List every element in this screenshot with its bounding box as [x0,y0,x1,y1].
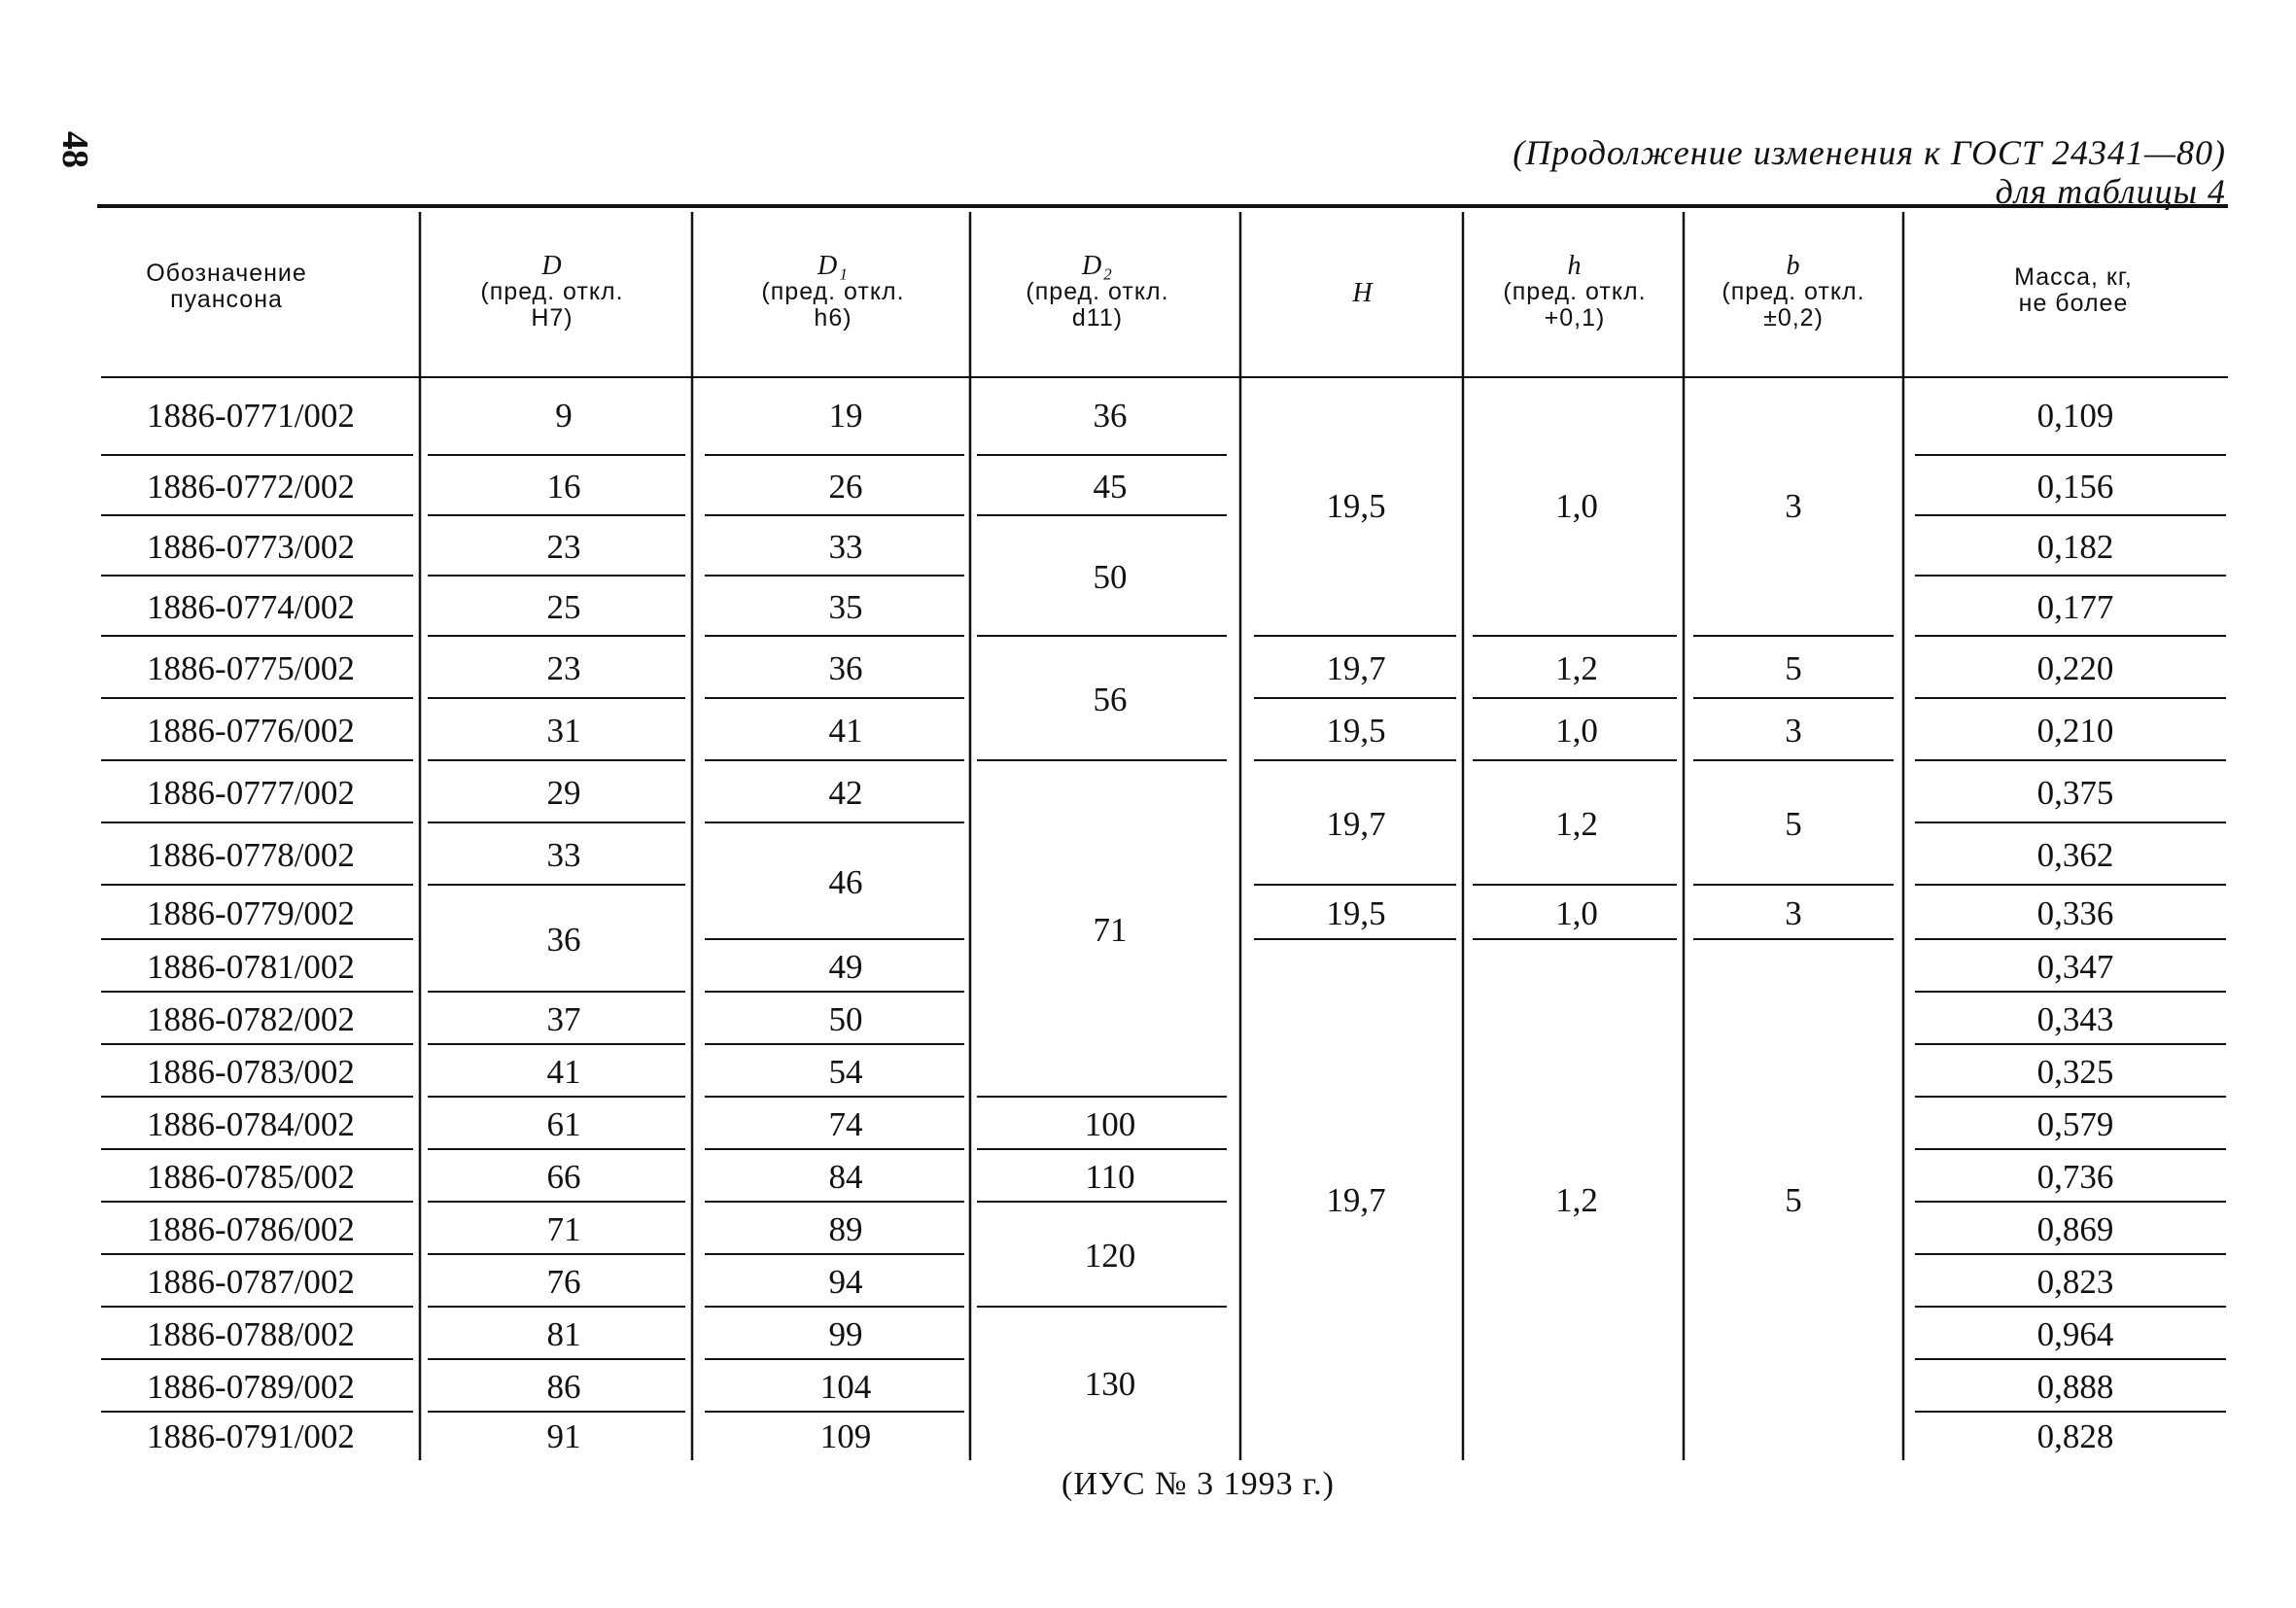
cell-D: 16 [546,468,581,506]
cell-D: 25 [546,588,581,626]
cell-D: 71 [546,1210,581,1248]
cell-D: 23 [546,649,581,687]
cell-mass: 0,210 [2036,712,2114,750]
cell-D1: 99 [828,1315,863,1353]
cell-h: 1,2 [1555,1181,1598,1219]
cell-h: 1,0 [1555,894,1598,932]
cell-D1: 89 [828,1210,863,1248]
cell-h: 1,2 [1555,805,1598,843]
cell-designation: 1886-0791/002 [147,1417,355,1455]
header-continuation: (Продолжение изменения к ГОСТ 24341—80) [1513,133,2226,172]
page-number: 48 [54,131,95,168]
cell-D1: 46 [828,863,863,901]
cell-D: 36 [546,921,581,959]
cell-designation: 1886-0775/002 [147,649,355,687]
cell-D: 66 [546,1158,581,1196]
col-header-H: H [1352,278,1374,308]
cell-mass: 0,156 [2036,468,2114,506]
cell-b: 3 [1785,894,1802,932]
cell-mass: 0,888 [2036,1368,2114,1406]
cell-mass: 0,828 [2036,1417,2114,1455]
cell-D1: 19 [828,397,863,435]
cell-D1: 104 [819,1368,872,1406]
cell-D2: 45 [1093,468,1128,506]
cell-D: 86 [546,1368,581,1406]
cell-D: 9 [555,397,573,435]
cell-D1: 41 [828,712,863,750]
cell-D1: 33 [828,528,863,566]
cell-D1: 35 [828,588,863,626]
cell-D: 61 [546,1105,581,1143]
cell-designation: 1886-0774/002 [147,588,355,626]
cell-b: 5 [1785,1181,1802,1219]
cell-designation: 1886-0781/002 [147,948,355,986]
cell-designation: 1886-0789/002 [147,1368,355,1406]
cell-mass: 0,375 [2036,774,2114,812]
col-header-h: h (пред. откл. +0,1) [1503,251,1647,332]
cell-mass: 0,336 [2036,894,2114,932]
cell-designation: 1886-0772/002 [147,468,355,506]
cell-designation: 1886-0773/002 [147,528,355,566]
cell-D2: 71 [1093,911,1128,949]
cell-H: 19,5 [1326,712,1386,750]
col-header-D1: D₁ (пред. откл. h6) [761,251,905,332]
cell-designation: 1886-0777/002 [147,774,355,812]
cell-designation: 1886-0785/002 [147,1158,355,1196]
cell-D1: 74 [828,1105,863,1143]
cell-D1: 84 [828,1158,863,1196]
cell-b: 5 [1785,805,1802,843]
col-header-b: b (пред. откл. ±0,2) [1722,251,1865,332]
cell-mass: 0,579 [2036,1105,2114,1143]
cell-D2: 130 [1084,1365,1136,1403]
cell-mass: 0,362 [2036,836,2114,874]
cell-D1: 36 [828,649,863,687]
cell-mass: 0,347 [2036,948,2114,986]
cell-D2: 50 [1093,558,1128,596]
cell-b: 3 [1785,712,1802,750]
header-table-ref: для таблицы 4 [1995,172,2226,211]
cell-mass: 0,325 [2036,1053,2114,1091]
cell-designation: 1886-0782/002 [147,1000,355,1038]
cell-b: 3 [1785,487,1802,525]
cell-mass: 0,177 [2036,588,2114,626]
col-header-D2: D₂ (пред. откл. d11) [1026,251,1169,332]
cell-H: 19,7 [1326,1181,1386,1219]
cell-D: 41 [546,1053,581,1091]
col-header-D: D (пред. откл. H7) [480,251,624,332]
cell-designation: 1886-0776/002 [147,712,355,750]
cell-D2: 100 [1084,1105,1136,1143]
cell-mass: 0,869 [2036,1210,2114,1248]
cell-mass: 0,109 [2036,397,2114,435]
cell-D: 37 [546,1000,581,1038]
cell-mass: 0,220 [2036,649,2114,687]
cell-D1: 109 [819,1417,872,1455]
cell-D: 23 [546,528,581,566]
cell-D: 29 [546,774,581,812]
col-header-designation: Обозначение пуансона [146,260,307,313]
cell-designation: 1886-0784/002 [147,1105,355,1143]
cell-D1: 42 [828,774,863,812]
cell-designation: 1886-0783/002 [147,1053,355,1091]
cell-h: 1,0 [1555,712,1598,750]
cell-b: 5 [1785,649,1802,687]
col-header-mass: Масса, кг, не более [2014,263,2133,317]
cell-designation: 1886-0786/002 [147,1210,355,1248]
cell-designation: 1886-0778/002 [147,836,355,874]
cell-D2: 36 [1093,397,1128,435]
cell-mass: 0,343 [2036,1000,2114,1038]
cell-h: 1,0 [1555,487,1598,525]
cell-designation: 1886-0771/002 [147,397,355,435]
cell-D: 81 [546,1315,581,1353]
cell-mass: 0,964 [2036,1315,2114,1353]
cell-H: 19,7 [1326,649,1386,687]
cell-D2: 56 [1093,681,1128,718]
cell-mass: 0,823 [2036,1263,2114,1301]
cell-D: 33 [546,836,581,874]
cell-D1: 49 [828,948,863,986]
cell-D1: 26 [828,468,863,506]
footer-note: (ИУС № 3 1993 г.) [1061,1466,1335,1502]
cell-D: 91 [546,1417,581,1455]
cell-D2: 120 [1084,1237,1136,1275]
cell-D1: 50 [828,1000,863,1038]
cell-H: 19,5 [1326,487,1386,525]
cell-designation: 1886-0788/002 [147,1315,355,1353]
cell-D2: 110 [1085,1158,1135,1196]
cell-designation: 1886-0787/002 [147,1263,355,1301]
cell-h: 1,2 [1555,649,1598,687]
cell-D1: 94 [828,1263,863,1301]
cell-H: 19,5 [1326,894,1386,932]
cell-D: 76 [546,1263,581,1301]
cell-mass: 0,182 [2036,528,2114,566]
cell-D: 31 [546,712,581,750]
cell-designation: 1886-0779/002 [147,894,355,932]
cell-H: 19,7 [1326,805,1386,843]
cell-mass: 0,736 [2036,1158,2114,1196]
cell-D1: 54 [828,1053,863,1091]
